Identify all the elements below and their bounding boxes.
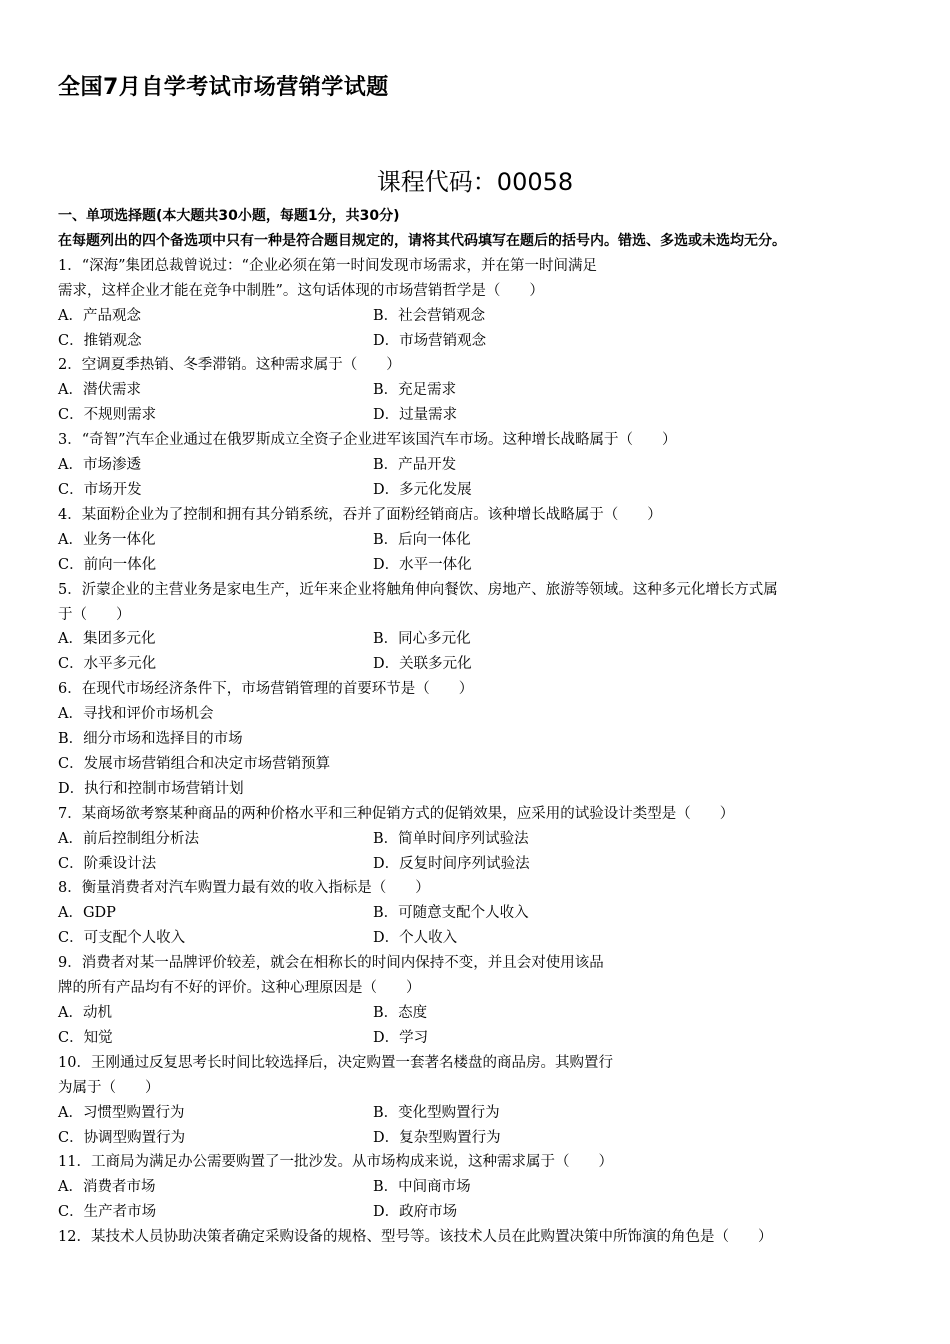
option: C．协调型购置行为 <box>58 1129 186 1146</box>
question <box>58 1225 892 1250</box>
option: B．充足需求 <box>373 382 457 399</box>
question <box>58 503 892 578</box>
option: A．集团多元化 <box>58 631 156 648</box>
option: C．可支配个人收入 <box>58 930 186 947</box>
option: D．个人收入 <box>373 930 458 947</box>
course-code: 课程代码：00058 <box>376 168 574 196</box>
option: A．习惯型购置行为 <box>58 1104 185 1121</box>
option: D．多元化发展 <box>373 481 472 498</box>
option: C．前向一体化 <box>58 556 157 573</box>
option: C．发展市场营销组合和决定市场营销预算 <box>58 755 331 772</box>
option: B．可随意支配个人收入 <box>373 905 529 922</box>
question-text: 需求，这样企业才能在竞争中制胜”。这句话体现的市场营销哲学是（ ） <box>58 282 544 299</box>
option: C．生产者市场 <box>58 1204 157 1221</box>
option: B．细分市场和选择目的市场 <box>58 731 243 748</box>
question-text: 1．“深海”集团总裁曾说过：“企业必须在第一时间发现市场需求，并在第一时间满足 <box>58 257 597 274</box>
question-text: 于（ ） <box>58 606 131 623</box>
question <box>58 578 892 678</box>
exam-body <box>58 204 892 1250</box>
option: B．态度 <box>373 1005 428 1021</box>
option: D．学习 <box>373 1029 429 1046</box>
question <box>58 951 892 1051</box>
question-text: 4．某面粉企业为了控制和拥有其分销系统，吞并了面粉经销商店。该种增长战略属于（ ） <box>58 506 662 523</box>
option: B．变化型购置行为 <box>373 1104 500 1121</box>
option: D．关联多元化 <box>373 656 472 673</box>
question <box>58 1150 892 1225</box>
question-text: 8．衡量消费者对汽车购置力最有效的收入指标是（ ） <box>58 880 430 897</box>
question <box>58 677 892 802</box>
option: B．社会营销观念 <box>373 307 486 324</box>
question-text: 6．在现代市场经济条件下，市场营销管理的首要环节是（ ） <box>58 681 474 698</box>
option: B．同心多元化 <box>373 631 471 648</box>
option: A．前后控制组分析法 <box>58 830 199 847</box>
option: B．中间商市场 <box>373 1179 471 1196</box>
question-text: 10．王刚通过反复思考长时间比较选择后，决定购置一套著名楼盘的商品房。其购置行 <box>58 1054 613 1071</box>
question-text: 为属于（ ） <box>58 1079 160 1096</box>
option: D．复杂型购置行为 <box>373 1129 501 1146</box>
option: D．水平一体化 <box>373 556 472 573</box>
option: A．潜伏需求 <box>58 382 141 399</box>
question-text: 12．某技术人员协助决策者确定采购设备的规格、型号等。该技术人员在此购置决策中所饰演的角色是（ ） <box>58 1229 773 1246</box>
option: C．知觉 <box>58 1029 113 1046</box>
option: C．水平多元化 <box>58 656 157 673</box>
option: D．执行和控制市场营销计划 <box>58 780 244 797</box>
question <box>58 254 892 354</box>
question <box>58 876 892 951</box>
option: D．政府市场 <box>373 1204 458 1221</box>
option: D．市场营销观念 <box>373 332 487 349</box>
option: B．产品开发 <box>373 457 457 474</box>
option: C．阶乘设计法 <box>58 855 157 872</box>
question <box>58 1051 892 1151</box>
option: A．寻找和评价市场机会 <box>58 706 214 723</box>
section-heading: 一、单项选择题(本大题共30小题，每题1分，共30分) <box>58 208 400 224</box>
option: A．GDP <box>58 905 116 922</box>
question-text: 7．某商场欲考察某种商品的两种价格水平和三种促销方式的促销效果，应采用的试验设计类型是（ ） <box>58 805 735 822</box>
option: B．后向一体化 <box>373 531 471 548</box>
question <box>58 428 892 503</box>
question-text: 2．空调夏季热销、冬季滞销。这种需求属于（ ） <box>58 357 401 374</box>
option: B．简单时间序列试验法 <box>373 830 529 847</box>
option: A．动机 <box>58 1005 112 1021</box>
question-text: 3．“奇智”汽车企业通过在俄罗斯成立全资子企业进军该国汽车市场。这种增长战略属于（ ） <box>58 432 677 449</box>
page-title: 全国7月自学考试市场营销学试题 <box>58 75 389 100</box>
option: D．过量需求 <box>373 407 458 424</box>
question-text: 5．沂蒙企业的主营业务是家电生产，近年来企业将触角伸向餐饮、房地产、旅游等领域。这种多元化增长方式属 <box>58 581 778 598</box>
option: C．推销观念 <box>58 332 142 349</box>
question-text: 牌的所有产品均有不好的评价。这种心理原因是（ ） <box>58 980 421 997</box>
question-text: 9．消费者对某一品牌评价较差，就会在相称长的时间内保持不变，并且会对使用该品 <box>58 955 604 972</box>
section-instructions: 在每题列出的四个备选项中只有一种是符合题目规定的，请将其代码填写在题后的括号内。错选、多选或未选均无分。 <box>58 232 786 249</box>
option: A．业务一体化 <box>58 531 156 548</box>
option: C．不规则需求 <box>58 407 157 424</box>
option: A．市场渗透 <box>58 457 141 474</box>
option: C．市场开发 <box>58 481 142 498</box>
option: A．消费者市场 <box>58 1179 156 1196</box>
question <box>58 353 892 428</box>
option: D．反复时间序列试验法 <box>373 855 530 872</box>
question-text: 11．工商局为满足办公需要购置了一批沙发。从市场构成来说，这种需求属于（ ） <box>58 1154 613 1171</box>
question <box>58 802 892 877</box>
option: A．产品观念 <box>58 307 141 324</box>
